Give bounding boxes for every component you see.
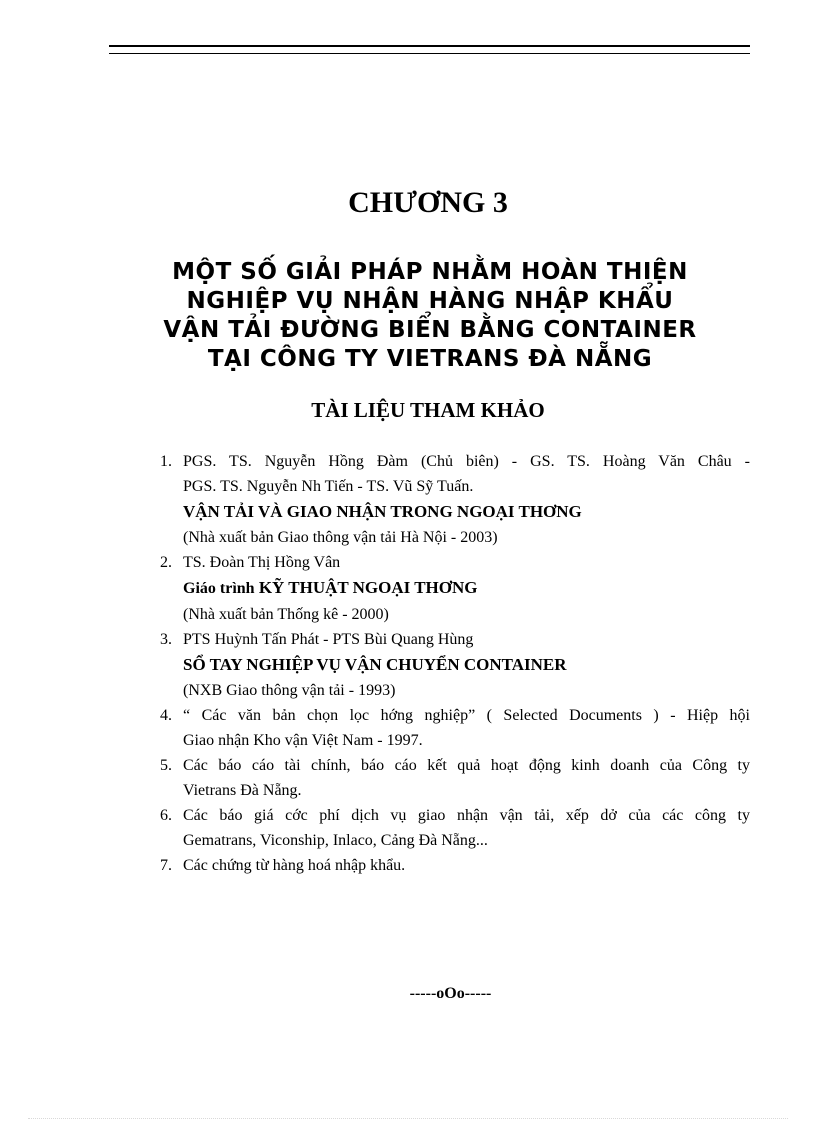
reference-number: 7.: [160, 857, 172, 874]
reference-number: 4.: [160, 707, 172, 724]
reference-book-title: [183, 575, 750, 602]
chapter-title: [140, 258, 720, 374]
reference-text: Các chứng từ hàng hoá nhập khẩu.: [183, 857, 406, 874]
chapter-title-line: VẬN TẢI ĐƯỜNG BIỂN BẰNG CONTAINER: [163, 317, 697, 343]
reference-text-cont: Vietrans Đà Nẵng.: [183, 782, 302, 799]
reference-book-lead: Giáo trình: [183, 580, 255, 597]
reference-authors: PTS Huỳnh Tấn Phát - PTS Bùi Quang Hùng: [183, 631, 474, 648]
chapter-title-line: MỘT SỐ GIẢI PHÁP NHẰM HOÀN THIỆN: [172, 259, 688, 285]
reference-book-title: SỔ TAY NGHIỆP VỤ VẬN CHUYỂN CONTAINER: [183, 655, 567, 674]
reference-text: “ Các văn bản chọn lọc hớng nghiệp” ( Selected Documents ) - Hiệp hội: [183, 707, 750, 724]
reference-number: 5.: [160, 757, 172, 774]
reference-text: Các báo giá cớc phí dịch vụ giao nhận vận tải, xếp dở của các công ty: [183, 807, 750, 824]
reference-item-1: [150, 449, 750, 550]
reference-text-cont: Giao nhận Kho vận Việt Nam - 1997.: [183, 732, 423, 749]
reference-item-6: [150, 803, 750, 853]
header-rule: [109, 45, 750, 54]
reference-item-7: [150, 853, 750, 878]
chapter-title-line: TẠI CÔNG TY VIETRANS ĐÀ NẴNG: [207, 346, 653, 372]
reference-number: 6.: [160, 807, 172, 824]
reference-book-title: VẬN TẢI VÀ GIAO NHẬN TRONG NGOẠI THƠNG: [183, 502, 582, 521]
reference-item-2: [150, 550, 750, 627]
reference-number: 2.: [160, 554, 172, 571]
footer-dotted-rule: [28, 1118, 788, 1119]
reference-authors: TS. Đoàn Thị Hồng Vân: [183, 554, 341, 571]
chapter-title-line: NGHIỆP VỤ NHẬN HÀNG NHẬP KHẨU: [186, 288, 674, 314]
reference-publisher: (Nhà xuất bản Giao thông vận tải Hà Nội - 2003): [183, 529, 498, 546]
chapter-heading: CHƯƠNG 3: [348, 186, 508, 219]
reference-publisher: (Nhà xuất bản Thống kê - 2000): [183, 606, 389, 623]
reference-number: 3.: [160, 631, 172, 648]
reference-item-5: [150, 753, 750, 803]
reference-publisher: (NXB Giao thông vận tải - 1993): [183, 682, 396, 699]
reference-number: 1.: [160, 453, 172, 470]
reference-item-4: [150, 703, 750, 753]
end-mark: -----oOo-----: [409, 985, 492, 1002]
reference-text-cont: Gematrans, Viconship, Inlaco, Cảng Đà Nẵng...: [183, 832, 488, 849]
reference-item-3: [150, 627, 750, 703]
reference-authors: PGS. TS. Nguyễn Hồng Đàm (Chủ biên) - GS. TS. Hoàng Văn Châu -: [183, 453, 750, 470]
reference-authors-cont: PGS. TS. Nguyễn Nh Tiến - TS. Vũ Sỹ Tuấn.: [183, 478, 474, 495]
reference-list: [150, 449, 750, 878]
reference-text: Các báo cáo tài chính, báo cáo kết quả hoạt động kinh doanh của Công ty: [183, 757, 750, 774]
references-heading: TÀI LIỆU THAM KHẢO: [311, 398, 545, 422]
reference-book-name: KỸ THUẬT NGOẠI THƠNG: [254, 578, 478, 597]
